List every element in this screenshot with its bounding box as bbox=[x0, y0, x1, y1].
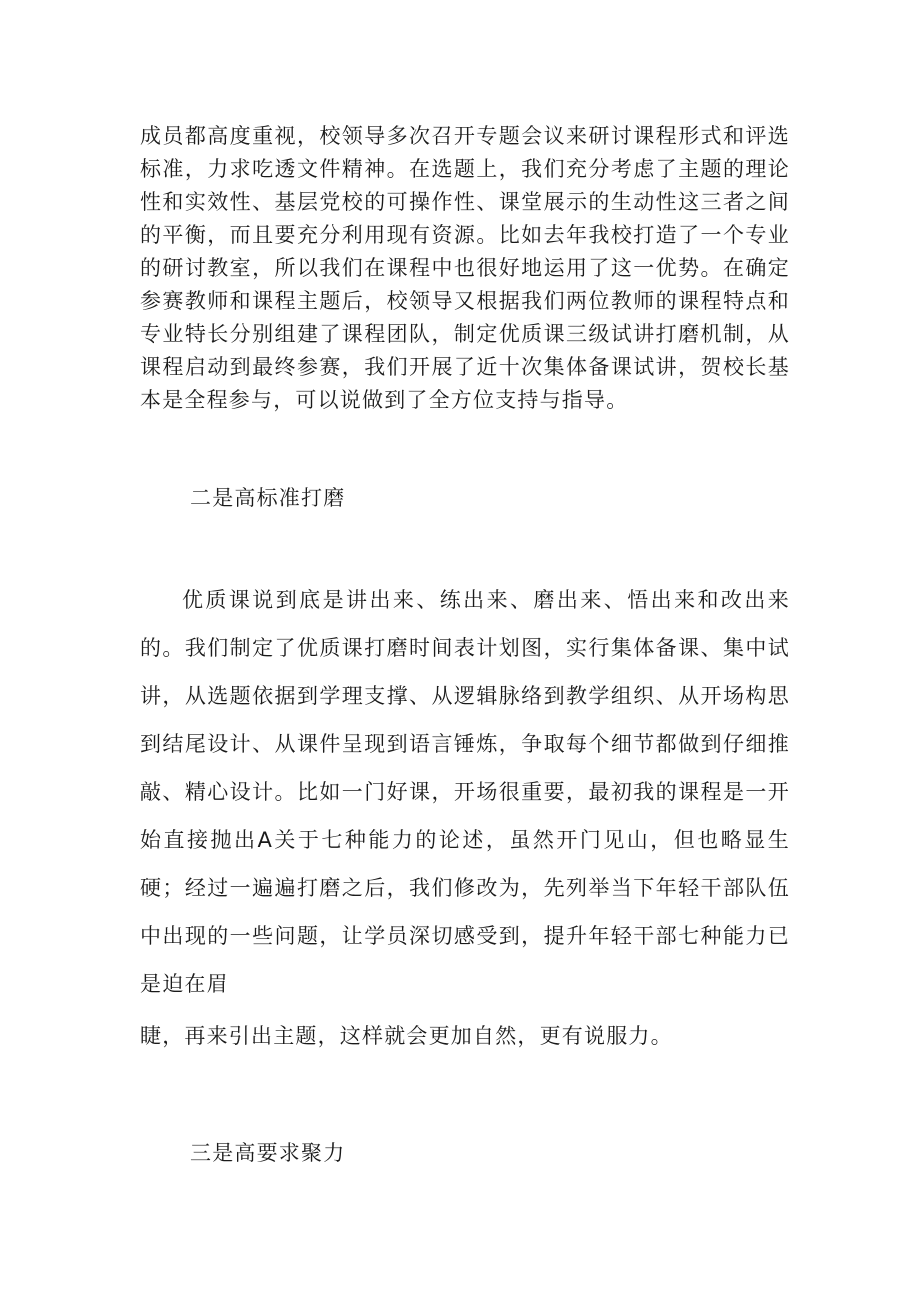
body-paragraph: 优质课说到底是讲出来、练出来、磨出来、悟出来和改出来的。我们制定了优质课打磨时间表计划图，实行集体备课、集中试讲，从选题依据到学理支撑、从逻辑脉络到教学组织、从开场构思到结尾设计、从课件呈现到语言锤炼，争取每个细节都做到仔细推敲、精心设计。比如一门好课，开场很重要，最初我的课程是一开始直接抛出A关于七种能力的论述，虽然开门见山，但也略显生硬；经过一遍遍打磨之后，我们修改为，先列举当下年轻干部队伍中出现的一些问题，让学员深切感受到，提升年轻干部七种能力已是迫在眉 bbox=[140, 588, 790, 996]
body-paragraph: 成员都高度重视，校领导多次召开专题会议来研讨课程形式和评选标准，力求吃透文件精神。在选题上，我们充分考虑了主题的理论性和实效性、基层党校的可操作性、课堂展示的生动性这三者之间的平衡，而且要充分利用现有资源。比如去年我校打造了一个专业的研讨教室，所以我们在课程中也很好地运用了这一优势。在确定参赛教师和课程主题后，校领导又根据我们两位教师的课程特点和专业特长分别组建了课程团队，制定优质课三级试讲打磨机制，从课程启动到最终参赛，我们开展了近十次集体备课试讲，贺校长基本是全程参与，可以说做到了全方位支持与指导。 bbox=[140, 124, 790, 412]
section-heading: 二是高标准打磨 bbox=[190, 486, 346, 510]
section-heading: 三是高要求聚力 bbox=[190, 1141, 346, 1165]
body-paragraph: 睫，再来引出主题，这样就会更加自然，更有说服力。 bbox=[140, 1024, 673, 1048]
